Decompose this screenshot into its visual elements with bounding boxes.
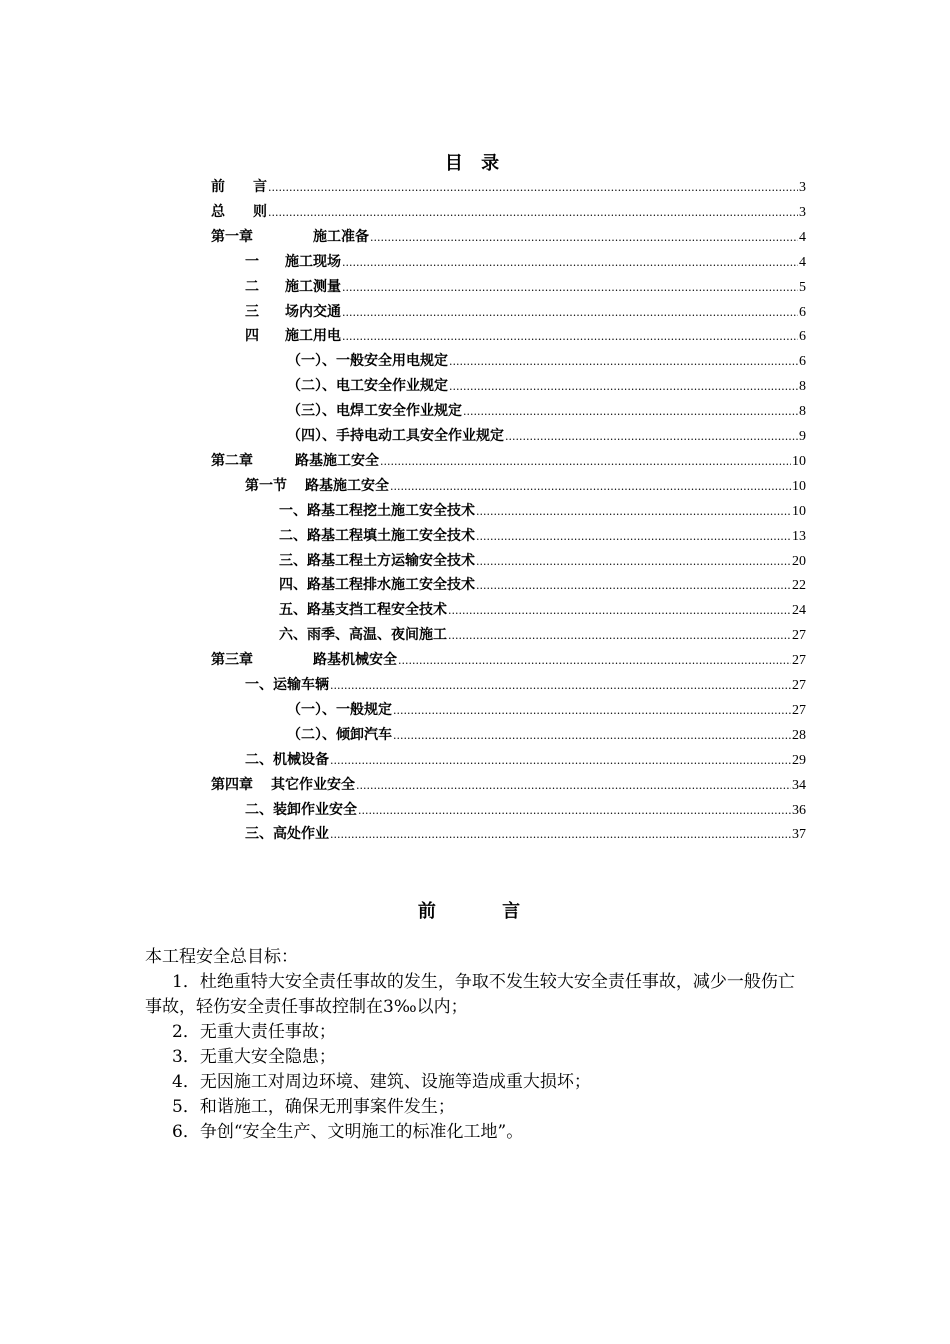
toc-entry-number: 三、 xyxy=(245,826,273,843)
toc-entry-number: 二、 xyxy=(245,801,273,818)
toc-leader-dots xyxy=(505,430,798,443)
toc-entry-label xyxy=(211,201,267,221)
toc-entry[interactable] xyxy=(245,251,806,271)
toc-entry[interactable] xyxy=(245,749,806,769)
toc-page-number: 3 xyxy=(799,204,806,220)
toc-page-number: 27 xyxy=(792,653,806,669)
toc-entry-label xyxy=(279,550,475,570)
toc-leader-dots xyxy=(356,779,791,792)
toc-entry[interactable] xyxy=(287,350,806,370)
toc-entry-label xyxy=(245,276,341,296)
toc-entry-label xyxy=(245,475,389,495)
toc-entry[interactable] xyxy=(211,450,806,470)
toc-entry-number: 一、 xyxy=(279,502,307,519)
toc-entry-number: 第一章 xyxy=(211,228,253,245)
preface-goal-item: 6．争创“安全生产、文明施工的标准化工地”。 xyxy=(172,1122,524,1142)
toc-page-number: 6 xyxy=(799,304,806,320)
toc-entry-label xyxy=(279,624,447,644)
toc-leader-dots xyxy=(476,505,791,518)
toc-entry-number: 一、 xyxy=(245,677,273,693)
toc-entry[interactable] xyxy=(245,799,806,819)
toc-entry[interactable] xyxy=(287,724,806,744)
toc-entry[interactable] xyxy=(287,375,806,395)
toc-entry-text: 一般安全用电规定 xyxy=(336,353,448,370)
toc-page-number: 29 xyxy=(792,752,806,768)
toc-entry[interactable] xyxy=(245,674,806,694)
toc-entry[interactable] xyxy=(279,525,806,545)
toc-entry-number: 第三章 xyxy=(211,652,253,669)
toc-page-number: 3 xyxy=(799,180,806,195)
toc-page-number: 10 xyxy=(792,503,806,519)
toc-leader-dots xyxy=(268,206,798,219)
toc-leader-dots xyxy=(330,679,791,692)
toc-leader-dots xyxy=(393,729,791,742)
toc-entry-text: 路基施工安全 xyxy=(295,452,379,469)
toc-entry[interactable] xyxy=(279,500,806,520)
toc-leader-dots xyxy=(370,231,798,244)
toc-entry-text: 电焊工安全作业规定 xyxy=(336,403,462,420)
toc-entry-text: 高处作业 xyxy=(273,826,329,843)
preface-goal-item: 2．无重大责任事故； xyxy=(172,1022,336,1042)
toc-entry-label xyxy=(211,226,369,246)
toc-leader-dots xyxy=(358,804,791,817)
toc-entry-number: （一）、 xyxy=(287,701,336,718)
toc-page-number: 20 xyxy=(792,553,806,569)
toc-entry[interactable] xyxy=(279,574,806,594)
toc-leader-dots xyxy=(449,380,798,393)
toc-entry-text: 其它作业安全 xyxy=(271,776,355,793)
toc-page-number: 9 xyxy=(799,429,806,444)
toc-entry-number: 一 xyxy=(245,253,259,270)
toc-page-number: 27 xyxy=(792,702,806,718)
toc-page-number: 4 xyxy=(799,254,806,270)
toc-entry[interactable] xyxy=(211,201,806,221)
toc-entry-number: 二、 xyxy=(279,527,307,544)
toc-entry-label xyxy=(287,425,504,445)
toc-entry-label xyxy=(287,400,462,420)
toc-leader-dots xyxy=(268,181,798,194)
toc-entry-label xyxy=(279,574,475,594)
toc-entry[interactable] xyxy=(287,425,806,445)
toc-leader-dots xyxy=(342,330,798,343)
preface-goal-item: 4．无因施工对周边环境、建筑、设施等造成重大损坏； xyxy=(172,1072,591,1092)
toc-entry[interactable] xyxy=(245,823,806,843)
toc-leader-dots xyxy=(393,704,791,717)
toc-entry-text: 施工现场 xyxy=(285,253,341,270)
toc-page-number: 22 xyxy=(792,578,806,594)
toc-entry-number: 总 则 xyxy=(211,203,267,220)
toc-page-number: 6 xyxy=(799,354,806,370)
toc-entry-number: 三 xyxy=(245,303,259,320)
toc-leader-dots xyxy=(330,754,791,767)
preface-goal-item: 5．和谐施工，确保无刑事案件发生； xyxy=(172,1097,455,1117)
toc-entry-text: 场内交通 xyxy=(285,303,341,320)
toc-entry-number: 五、 xyxy=(279,602,307,619)
toc-entry-number: 三、 xyxy=(279,552,307,569)
toc-page-number: 13 xyxy=(792,528,806,544)
toc-leader-dots xyxy=(380,455,791,468)
toc-entry-label xyxy=(287,724,392,744)
toc-entry-label xyxy=(245,674,329,694)
toc-entry-text: 手持电动工具安全作业规定 xyxy=(336,428,504,444)
toc-entry-label xyxy=(245,799,357,819)
toc-entry-number: （三）、 xyxy=(287,403,336,420)
preface-goal-item: 1．杜绝重特大安全责任事故的发生，争取不发生较大安全责任事故，减少一般伤亡事故，轻伤安全责任事故控制在3‰以内； xyxy=(145,972,795,1017)
toc-entry-text: 施工准备 xyxy=(313,228,369,245)
toc-leader-dots xyxy=(476,555,791,568)
toc-page-number: 4 xyxy=(799,229,806,245)
toc-entry-text: 路基工程土方运输安全技术 xyxy=(307,552,475,569)
preface-lead: 本工程安全总目标： xyxy=(145,947,298,967)
toc-entry-number: 二、 xyxy=(245,751,273,768)
toc-entry[interactable] xyxy=(245,325,806,345)
toc-entry-label xyxy=(211,450,379,470)
toc-page-number: 37 xyxy=(792,827,806,843)
toc-entry-number: （二）、 xyxy=(287,378,336,395)
toc-entry-number: 第二章 xyxy=(211,452,253,469)
toc-entry-text: 路基支挡工程安全技术 xyxy=(307,602,447,619)
toc-entry-text: 路基施工安全 xyxy=(305,477,389,494)
toc-entry[interactable] xyxy=(279,599,806,619)
toc-page-number: 34 xyxy=(792,777,806,793)
preface-items xyxy=(145,970,810,1145)
toc-entry-text: 运输车辆 xyxy=(273,677,329,693)
toc-entry-label xyxy=(279,599,447,619)
toc-leader-dots xyxy=(448,629,791,642)
toc-entry[interactable] xyxy=(211,176,806,196)
toc-entry[interactable] xyxy=(211,226,806,246)
toc-leader-dots xyxy=(330,828,791,841)
toc-page-number: 24 xyxy=(792,603,806,619)
toc-page-number: 5 xyxy=(799,279,806,295)
toc-entry-text: 施工用电 xyxy=(285,328,341,345)
toc-entry-label xyxy=(245,301,341,321)
toc-page-number: 10 xyxy=(792,453,806,469)
toc-leader-dots xyxy=(342,281,798,294)
toc-leader-dots xyxy=(390,480,791,493)
toc-entry-label xyxy=(245,325,341,345)
toc-page-number: 27 xyxy=(792,628,806,644)
preface-title: 前 言 xyxy=(417,901,551,922)
toc-entry-number: 四、 xyxy=(279,577,307,594)
toc-page-number: 8 xyxy=(799,379,806,395)
preface-goal-item: 3．无重大安全隐患； xyxy=(172,1047,336,1067)
toc-entry[interactable] xyxy=(245,475,806,495)
toc-entry-number: 第四章 xyxy=(211,776,253,793)
toc-entry-label xyxy=(287,375,448,395)
toc-entry-text: 路基工程排水施工安全技术 xyxy=(307,577,475,594)
preface-body xyxy=(145,945,810,1145)
toc-entry-text: 倾卸汽车 xyxy=(336,726,392,743)
toc-entry[interactable] xyxy=(279,550,806,570)
toc-entry-label xyxy=(287,699,392,719)
toc-title: 目 录 xyxy=(444,153,506,174)
toc-page-number: 10 xyxy=(792,478,806,494)
toc-entry-text: 装卸作业安全 xyxy=(273,801,357,818)
toc-entry-text: 施工测量 xyxy=(285,278,341,295)
toc-page-number: 36 xyxy=(792,802,806,818)
toc-entry[interactable] xyxy=(211,774,806,794)
toc-entry-label xyxy=(245,749,329,769)
toc-leader-dots xyxy=(463,405,798,418)
toc-entry-text: 机械设备 xyxy=(273,751,329,768)
toc-entry-number: 四 xyxy=(245,328,259,345)
toc-page-number: 8 xyxy=(799,404,806,420)
toc-entry-label xyxy=(287,350,448,370)
toc-entry-number: （二）、 xyxy=(287,726,336,743)
toc-entry[interactable] xyxy=(245,276,806,296)
toc-leader-dots xyxy=(342,256,798,269)
toc-entry-number: （四）、 xyxy=(287,428,336,444)
toc-entry-text: 路基机械安全 xyxy=(313,652,397,669)
toc-entry-text: 电工安全作业规定 xyxy=(336,378,448,395)
toc-leader-dots xyxy=(449,355,798,368)
toc-entry-label xyxy=(211,774,355,794)
toc-entry-number: 六、 xyxy=(279,627,307,644)
toc-entry[interactable] xyxy=(211,649,806,669)
toc-entry-label xyxy=(279,500,475,520)
toc-entry-number: （一）、 xyxy=(287,353,336,370)
toc-entry[interactable] xyxy=(245,301,806,321)
toc-entry[interactable] xyxy=(279,624,806,644)
toc-entry-number: 二 xyxy=(245,278,259,295)
toc-entry-label xyxy=(211,176,267,196)
toc-entry-label xyxy=(211,649,397,669)
toc-entry-text: 路基工程填土施工安全技术 xyxy=(307,527,475,544)
toc-entry-label xyxy=(245,823,329,843)
toc-entry-text: 雨季、高温、夜间施工 xyxy=(307,627,447,644)
toc-leader-dots xyxy=(476,579,791,592)
toc-entry-number: 前 言 xyxy=(211,179,267,195)
toc-entry[interactable] xyxy=(287,699,806,719)
toc-entry-label xyxy=(279,525,475,545)
toc-page-number: 27 xyxy=(792,678,806,693)
toc-entry[interactable] xyxy=(287,400,806,420)
toc-leader-dots xyxy=(476,530,791,543)
toc-entry-text: 一般规定 xyxy=(336,701,392,718)
toc-leader-dots xyxy=(342,306,798,319)
toc-entry-number: 第一节 xyxy=(245,477,287,494)
toc-page-number: 28 xyxy=(792,727,806,743)
toc-entry-label xyxy=(245,251,341,271)
toc-page-number: 6 xyxy=(799,329,806,345)
toc-entry-text: 路基工程挖土施工安全技术 xyxy=(307,502,475,519)
toc-leader-dots xyxy=(448,604,791,617)
toc-leader-dots xyxy=(398,654,791,667)
